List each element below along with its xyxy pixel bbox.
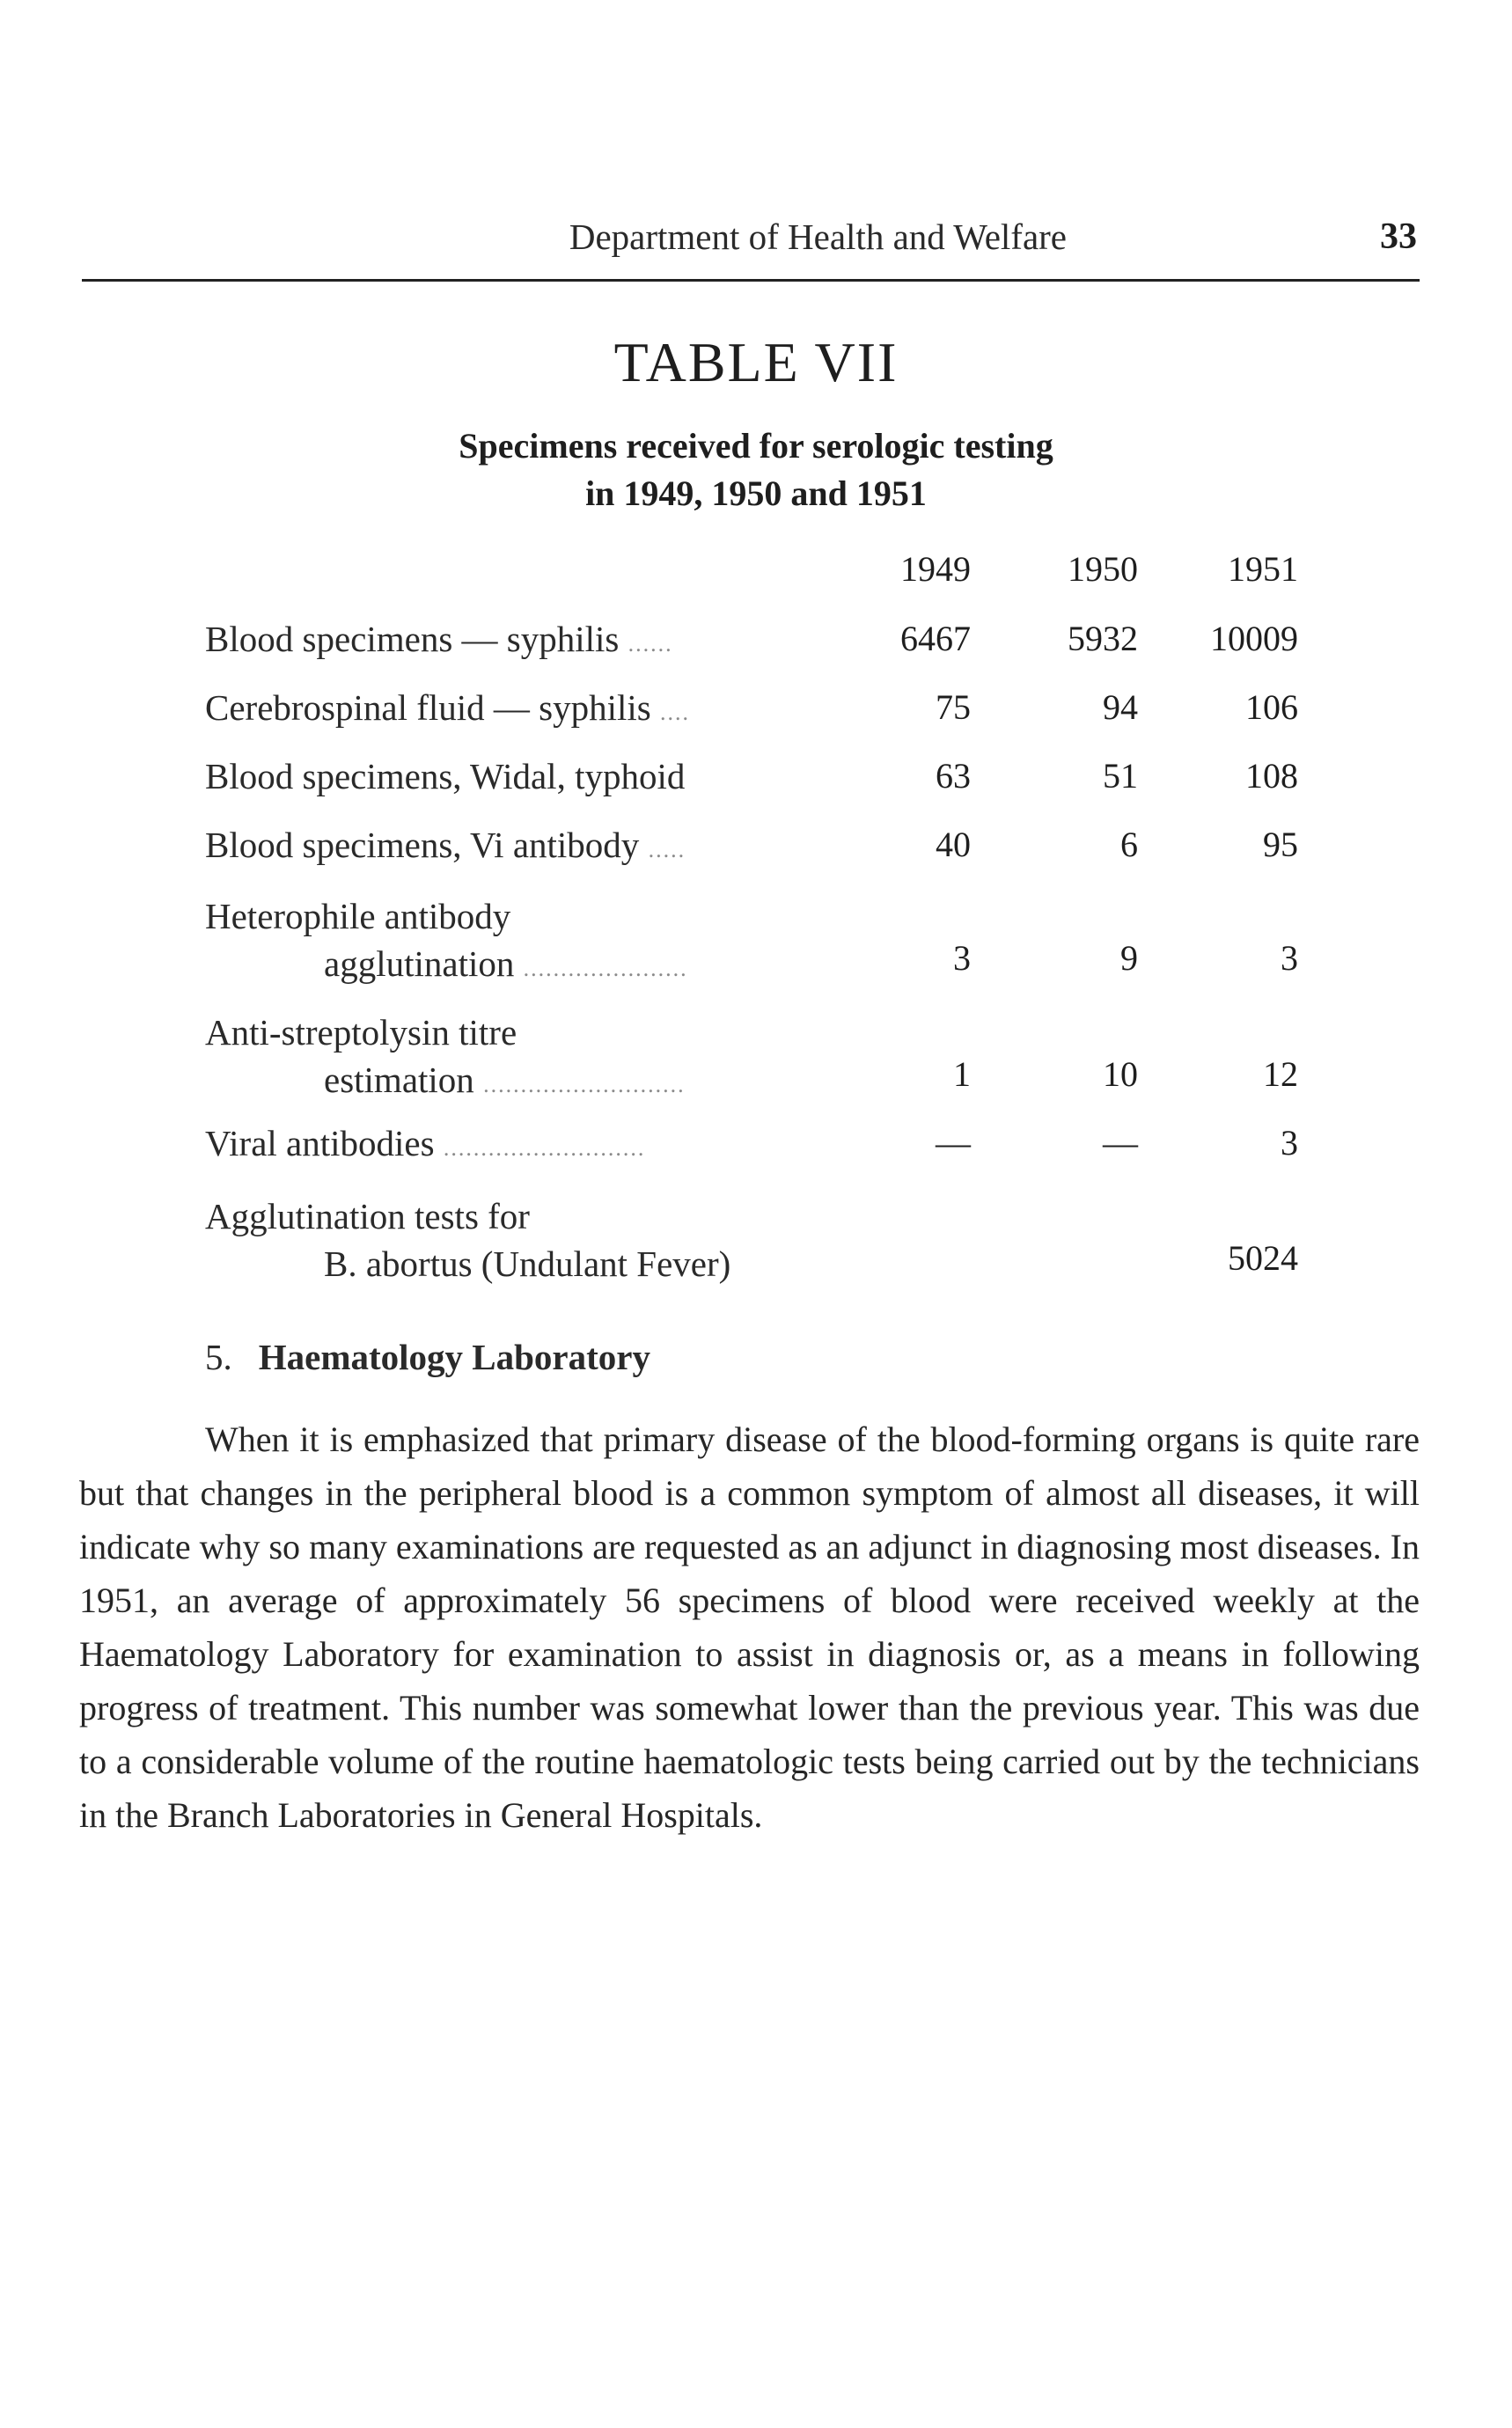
table-cell: 51 (1103, 756, 1138, 796)
dot-leader: ........................... (443, 1135, 646, 1161)
table-cell: 40 (936, 825, 971, 864)
dot-leader: ..... (648, 837, 686, 862)
table-row-label: Blood specimens, Widal, typhoid (205, 756, 686, 796)
column-header-1951: 1951 (1228, 549, 1298, 589)
table-cell: 1 (953, 1054, 971, 1094)
table-cell: 10 (1103, 1054, 1138, 1094)
table-row-label: Blood specimens, Vi antibody ..... (205, 825, 686, 865)
table-cell: 3 (1281, 1123, 1298, 1163)
table-subtitle-line-1: Specimens received for serologic testing (459, 426, 1053, 466)
body-paragraph: When it is emphasized that primary disease of the blood-forming organs is quite rare but that changes in the peripheral blood is a common symptom of almost all diseases, it will indicate why so many examinations are requested as an adjunct in diagnosing most diseases. In 1951, an average of approximately 56 specimens of blood were received weekly at the Haematology Laboratory for examination to assist in diagnosis or, as a means in following progress of treatment. This number was somewhat lower than the previous year. This was due to a considerable volume of the routine haematologic tests being carried out by the technicians in the Branch Laboratories in General Hospitals. (79, 1419, 1420, 1835)
dot-leader: ........................... (483, 1072, 686, 1097)
table-cell: 63 (936, 756, 971, 796)
table-cell: 5932 (1068, 619, 1138, 658)
section-number: 5. (205, 1337, 232, 1377)
table-cell: — (936, 1123, 971, 1163)
table-cell: 10009 (1210, 619, 1298, 658)
column-header-1950: 1950 (1068, 549, 1138, 589)
table-cell: 94 (1103, 687, 1138, 727)
dot-leader: ...................... (523, 956, 688, 981)
table-cell: — (1103, 1123, 1138, 1163)
table-cell: 95 (1263, 825, 1298, 864)
table-subtitle (0, 422, 1512, 517)
table-row-label: Blood specimens — syphilis ...... (205, 619, 673, 659)
table-cell: 9 (1120, 938, 1138, 978)
table-cell: 106 (1245, 687, 1298, 727)
header-rule (82, 279, 1420, 282)
table-row-label: Heterophile antibody agglutination ...................... (205, 896, 688, 984)
table-row-label: Anti-streptolysin titre estimation ........................... (205, 1012, 686, 1100)
dot-leader: ...... (628, 631, 673, 657)
table-cell: 108 (1245, 756, 1298, 796)
section-title: Haematology Laboratory (258, 1337, 650, 1377)
page-number: 33 (1380, 216, 1417, 257)
table-cell: 75 (936, 687, 971, 727)
table-cell: 3 (953, 938, 971, 978)
table-cell: 6 (1120, 825, 1138, 864)
table-cell: 12 (1263, 1054, 1298, 1094)
table-cell: 3 (1281, 938, 1298, 978)
table-row-label: Cerebrospinal fluid — syphilis .... (205, 687, 691, 728)
table-cell: 6467 (900, 619, 971, 658)
table-title: TABLE VII (613, 331, 899, 393)
table-cell: 5024 (1228, 1238, 1298, 1278)
column-header-1949: 1949 (900, 549, 971, 589)
running-title: Department of Health and Welfare (569, 216, 1067, 257)
table-row-label: Agglutination tests for B. abortus (Undulant Fever) (205, 1196, 731, 1284)
dot-leader: .... (660, 700, 691, 725)
table-subtitle-line-2: in 1949, 1950 and 1951 (585, 473, 927, 513)
section-heading (205, 1336, 650, 1378)
table-row-label: Viral antibodies ........................... (205, 1123, 646, 1163)
